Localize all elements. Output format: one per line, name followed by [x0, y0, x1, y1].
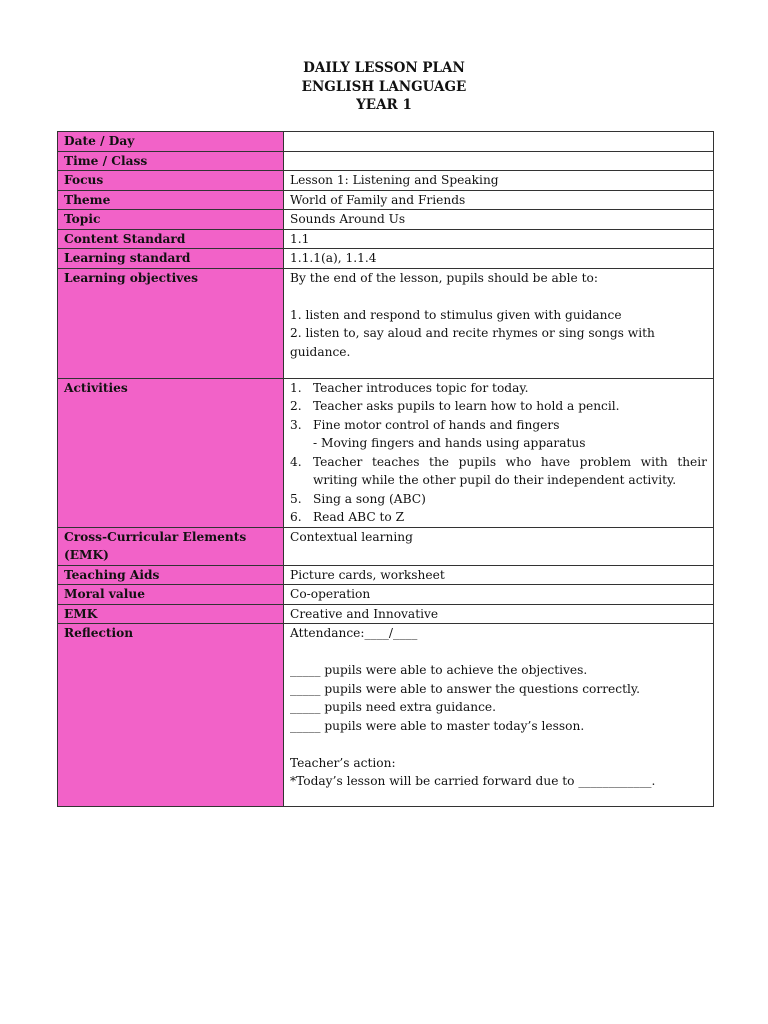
- reflection-action-label: Teacher’s action:: [290, 755, 396, 770]
- activity-item: [290, 397, 707, 416]
- row-focus: [58, 171, 714, 191]
- value-activities: [284, 378, 714, 527]
- activity-item: [290, 453, 707, 490]
- reflection-action-note: *Today’s lesson will be carried forward due to ____________.: [290, 774, 656, 788]
- label-time: Time / Class: [58, 151, 284, 171]
- row-emk: [58, 604, 714, 624]
- activity-number: 6.: [290, 510, 302, 524]
- row-activities: [58, 378, 714, 527]
- activity-subitem: - Moving fingers and hands using apparatus: [313, 436, 586, 450]
- label-topic: Topic: [58, 210, 284, 230]
- heading-title: DAILY LESSON PLAN: [303, 60, 465, 76]
- document-heading: [0, 59, 768, 115]
- value-objectives: [284, 268, 714, 378]
- activity-number: 5.: [290, 491, 302, 506]
- value-cross-curricular: Contextual learning: [284, 527, 714, 565]
- activities-list: [290, 379, 707, 527]
- label-date: Date / Day: [58, 132, 284, 152]
- activity-number: 2.: [290, 399, 302, 413]
- row-reflection: [58, 624, 714, 807]
- label-teaching-aids: Teaching Aids: [58, 565, 284, 585]
- activity-number: 4.: [290, 454, 302, 469]
- reflection-attendance: Attendance:____/____: [290, 626, 418, 640]
- reflection-line: _____ pupils need extra guidance.: [290, 700, 496, 714]
- label-focus: Focus: [58, 171, 284, 191]
- value-time: [284, 151, 714, 171]
- value-theme: World of Family and Friends: [284, 190, 714, 210]
- label-theme: Theme: [58, 190, 284, 210]
- label-emk: EMK: [58, 604, 284, 624]
- label-content-standard: Content Standard: [58, 229, 284, 249]
- activity-text: Read ABC to Z: [313, 510, 405, 524]
- activity-item: [290, 508, 707, 527]
- activity-item: [290, 490, 707, 509]
- activity-item: [290, 379, 707, 398]
- value-moral-value: Co-operation: [284, 585, 714, 605]
- activity-number: 1.: [290, 380, 302, 395]
- lesson-plan-table: [57, 131, 714, 807]
- objective-item: 2. listen to, say aloud and recite rhymes or sing songs with guidance.: [290, 326, 655, 359]
- value-learning-standard: 1.1.1(a), 1.1.4: [284, 249, 714, 269]
- row-time: [58, 151, 714, 171]
- row-objectives: [58, 268, 714, 378]
- value-topic: Sounds Around Us: [284, 210, 714, 230]
- row-content-standard: [58, 229, 714, 249]
- value-reflection: [284, 624, 714, 807]
- value-content-standard: 1.1: [284, 229, 714, 249]
- activity-text: Sing a song (ABC): [313, 491, 426, 506]
- activity-text: Teacher teaches the pupils who have problem with their writing while the other pupil do their independent activity.: [313, 454, 707, 487]
- activity-number: 3.: [290, 417, 302, 432]
- reflection-line: _____ pupils were able to master today’s lesson.: [290, 718, 585, 733]
- label-objectives: Learning objectives: [58, 268, 284, 378]
- value-teaching-aids: Picture cards, worksheet: [284, 565, 714, 585]
- value-focus: Lesson 1: Listening and Speaking: [284, 171, 714, 191]
- label-cross-curricular: Cross-Curricular Elements (EMK): [58, 527, 284, 565]
- label-moral-value: Moral value: [58, 585, 284, 605]
- row-moral-value: [58, 585, 714, 605]
- heading-year: YEAR 1: [356, 97, 412, 113]
- label-learning-standard: Learning standard: [58, 249, 284, 269]
- row-teaching-aids: [58, 565, 714, 585]
- activity-text: Teacher asks pupils to learn how to hold a pencil.: [313, 399, 620, 413]
- row-theme: [58, 190, 714, 210]
- value-date: [284, 132, 714, 152]
- row-topic: [58, 210, 714, 230]
- row-learning-standard: [58, 249, 714, 269]
- activity-text: Fine motor control of hands and fingers: [313, 417, 560, 432]
- row-cross-curricular: [58, 527, 714, 565]
- value-emk: Creative and Innovative: [284, 604, 714, 624]
- objective-item: 1. listen and respond to stimulus given with guidance: [290, 307, 622, 322]
- row-date: [58, 132, 714, 152]
- reflection-line: _____ pupils were able to achieve the objectives.: [290, 663, 588, 677]
- heading-subject: ENGLISH LANGUAGE: [301, 78, 467, 95]
- activity-item: [290, 416, 707, 453]
- reflection-line: _____ pupils were able to answer the questions correctly.: [290, 681, 641, 696]
- label-activities: Activities: [58, 378, 284, 527]
- label-reflection: Reflection: [58, 624, 284, 807]
- objectives-intro: By the end of the lesson, pupils should be able to:: [290, 270, 598, 285]
- activity-text: Teacher introduces topic for today.: [313, 380, 529, 395]
